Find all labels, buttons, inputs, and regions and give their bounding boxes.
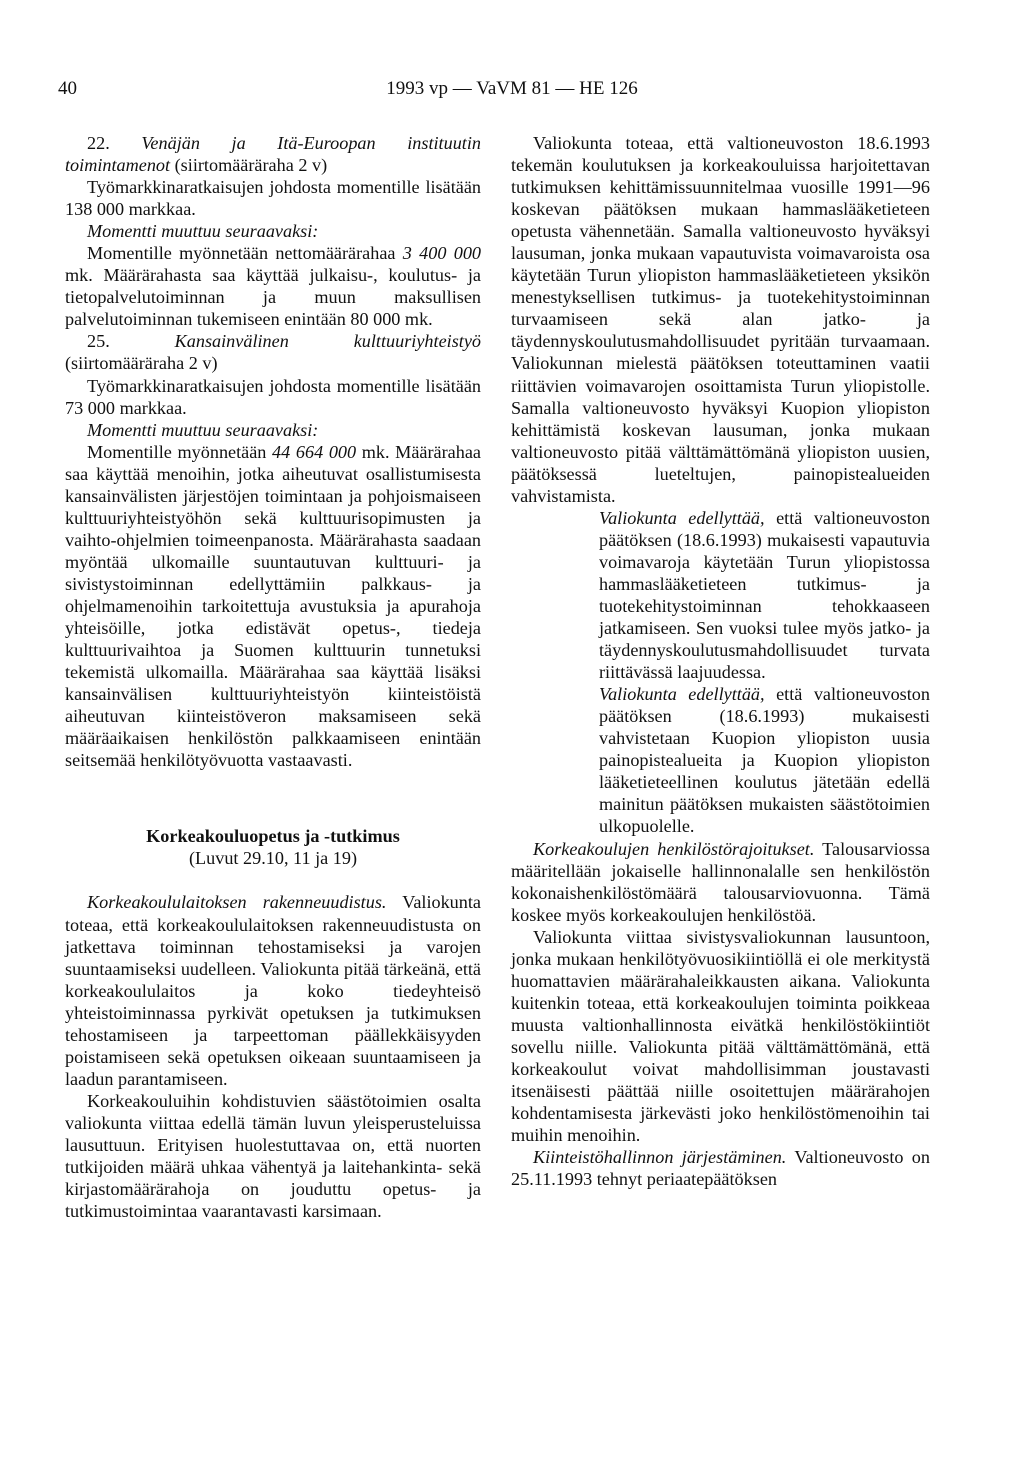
item-22-moment-lead: Momentille myönnetään nettomäärärahaa: [87, 243, 403, 264]
item-25-body: Työmarkkinaratkaisujen johdosta momentille lisätään 73 000 markkaa.: [65, 375, 481, 418]
item-22-heading: [65, 132, 481, 176]
item-22-number: 22.: [87, 133, 110, 153]
statement-paragraph: Valiokunta viittaa sivistysvaliokunnan lausuntoon, jonka mukaan henkilötyövuosikiintiöllä ei ole merkitystä huomattavien määrärahaleikkausten aikana. Valiokunta kuitenkin toteaa, että korkeakoulujen toiminta poikkeaa muusta valtionhallinnosta eivätkä henkilöstökiintiöt sovellu niille. Valiokunta pitää välttämättömänä, että korkeakoulut voivat mahdollisimman joustavasti itsenäisesti päättää niille osoitettujen määrärahojen kohdentamisesta järkevästi joko henkilöstömenoihin tai muihin menoihin.: [511, 926, 930, 1146]
item-22-amount: 3 400 000: [402, 243, 482, 264]
property-admin-paragraph: [511, 1146, 930, 1190]
item-25-title: Kansainvälinen kulttuuriyhteistyö: [174, 331, 481, 352]
item-25-amount: 44 664 000: [272, 441, 357, 462]
staff-limits-paragraph: [511, 838, 930, 926]
item-22-moment-text: [65, 242, 481, 330]
left-column: [65, 132, 481, 1222]
requirement-turku: [511, 507, 930, 683]
property-admin-body: Valtioneuvosto on 25.11.1993 tehnyt periaatepäätöksen: [511, 1147, 930, 1190]
requirement-turku-lead: Valiokunta edellyttää,: [599, 507, 765, 528]
item-22-body: Työmarkkinaratkaisujen johdosta momentille lisätään 138 000 markkaa.: [65, 177, 481, 220]
property-admin-title: Kiinteistöhallinnon järjestäminen.: [533, 1147, 787, 1168]
requirement-kuopio-lead: Valiokunta edellyttää,: [599, 684, 765, 705]
requirement-turku-body: että valtioneuvoston päätöksen (18.6.1993) mukaisesti vapautuvia voimavaroja käytetään Turun yliopistossa hammaslääketieteen tutkimus- ja tuotekehitystoiminnan tehokkaaseen jatkamiseen. Sen vuoksi tulee myös jatko- ja täydennyskoulutusmahdollisuudet turvata riittävässä laajuudessa.: [599, 507, 930, 683]
staff-limits-body: Talousarviossa määritellään jokaiselle hallinnonalalle sen henkilöstön kokonaishenkilöstömäärä talousarviovuonna. Tämä koskee myös korkeakoulujen henkilöstöä.: [511, 838, 931, 925]
running-title: 1993 vp — VaVM 81 — HE 126: [386, 78, 638, 99]
item-25-moment-label: Momentti muuttuu seuraavaksi:: [87, 419, 319, 440]
restructuring-title: Korkeakoululaitoksen rakenneuudistus.: [87, 892, 387, 913]
restructuring-paragraph: [65, 891, 481, 1089]
item-22-title: Venäjän ja Itä-Euroopan instituutin toimintamenot: [65, 133, 481, 176]
item-22-moment-rest: mk. Määrärahasta saa käyttää julkaisu-, koulutus- ja tietopalvelutoiminnan ja muun maksullisen palvelutoiminnan tukemiseen enintään 80 000 mk.: [65, 265, 481, 330]
item-25-type: (siirtomääräraha 2 v): [65, 353, 218, 374]
savings-paragraph: Korkeakouluihin kohdistuvien säästötoimien osalta valiokunta viittaa edellä tämän luvun yleisperusteluissa lausuttuun. Erityisen huolestuttavaa on, että nuorten tutkijoiden määrä uhkaa vähentyä ja laitehankinta- sekä kirjastomäärärahoja on jouduttu opetus- ja tutkimustoimintaa vaarantavasti karsimaan.: [65, 1090, 481, 1222]
item-25-moment-lead: Momentille myönnetään: [87, 441, 273, 462]
right-column: [511, 132, 930, 1190]
page-header: [0, 78, 1024, 104]
item-25-moment-rest: mk. Määrärahaa saa käyttää menoihin, jotka aiheutuvat osallistumisesta kansainvälisten järjestöjen toimintaan ja pohjoismaiseen kulttuuriyhteistyöhön sekä kulttuurisopimusten ja vaihto-ohjelmien toimeenpanosta. Määrärahasta saadaan myöntää ulkomaille suuntautuvan kulttuuri- ja sivistystoiminnan edellyttämiin palkkaus- ja ohjelmamenoihin tarkoitettuja avustuksia ja apurahoja yhteisöille, jotka edistävät opetus-, tiedeja kulttuurivaihtoa ja Suomen kulttuurin tunnetuksi tekemistä ulkomailla. Määrärahaa saa käyttää lisäksi kansainvälisen kulttuuriyhteistyön kiinteistöistä aiheutuvan kiinteistöveron maksamiseen sekä määräaikaisen henkilöstön palkkaamiseen enintään seitsemää henkilötyövuotta vastaavasti.: [65, 441, 481, 771]
staff-limits-title: Korkeakoulujen henkilöstörajoitukset.: [533, 838, 815, 859]
item-22-moment-label: Momentti muuttuu seuraavaksi:: [87, 221, 319, 242]
requirement-kuopio: [511, 683, 930, 837]
section-subheading: (Luvut 29.10, 11 ja 19): [188, 848, 358, 869]
item-25-number: 25.: [87, 331, 110, 352]
item-22-type: (siirtomääräraha 2 v): [170, 155, 328, 176]
section-heading: Korkeakouluopetus ja -tutkimus: [146, 826, 400, 847]
item-25-moment-text: [65, 441, 481, 772]
restructuring-body: Valiokunta toteaa, että korkeakoululaitoksen rakenneuudistusta on jatkettava toiminnan tehostamiseksi ja varojen suuntaamiseksi uudelleen. Valiokunta pitää tärkeänä, että korkeakoululaitos ja koko tiedeyhteisö yhteistoiminnassa pyrkivät opetuksen ja tutkimuksen tehostamiseen ja tarpeettoman päällekkäisyyden poistamiseen sekä opetuksen oikeaan suuntaamiseen ja laadun parantamiseen.: [65, 892, 481, 1089]
dentistry-paragraph: Valiokunta toteaa, että valtioneuvoston 18.6.1993 tekemän koulutuksen ja korkeakouluissa harjoitettavan tutkimuksen kehittämissuunnitelmaa vuosille 1991—96 koskevan päätöksen mukaan hammaslääketieteen opetusta vähennetään. Samalla valtioneuvosto hyväksyi lausuman, jonka mukaan vapautuvista voimavaroista osa käytetään Turun yliopiston hammaslääketieteen yksikön menestyksellisen tutkimus- ja tuotekehitystoiminnan turvaamiseen sekä alan jatko- ja täydennyskoulutusmahdollisuudet pyritään turvaamaan. Valiokunnan mielestä päätöksen toteuttaminen vaatii riittävien voimavarojen osoittamista Turun yliopistolle. Samalla valtioneuvosto hyväksyi Kuopion yliopiston kehittämistä koskevan lausuman, jonka mukaan valtioneuvosto pitää välttämättömänä yliopiston uusien, päätöksessä lueteltujen, painopistealueiden vahvistamista.: [511, 133, 930, 506]
page-number: 40: [58, 78, 77, 99]
item-25-heading: [65, 330, 481, 374]
requirement-kuopio-body: että valtioneuvoston päätöksen (18.6.1993) mukaisesti vahvistetaan Kuopion yliopiston uusia painopistealueita ja Kuopion yliopiston lääketieteellinen koulutus jätetään edellä mainitun päätöksen mukaisten säästötoimien ulkopuolelle.: [599, 684, 930, 837]
